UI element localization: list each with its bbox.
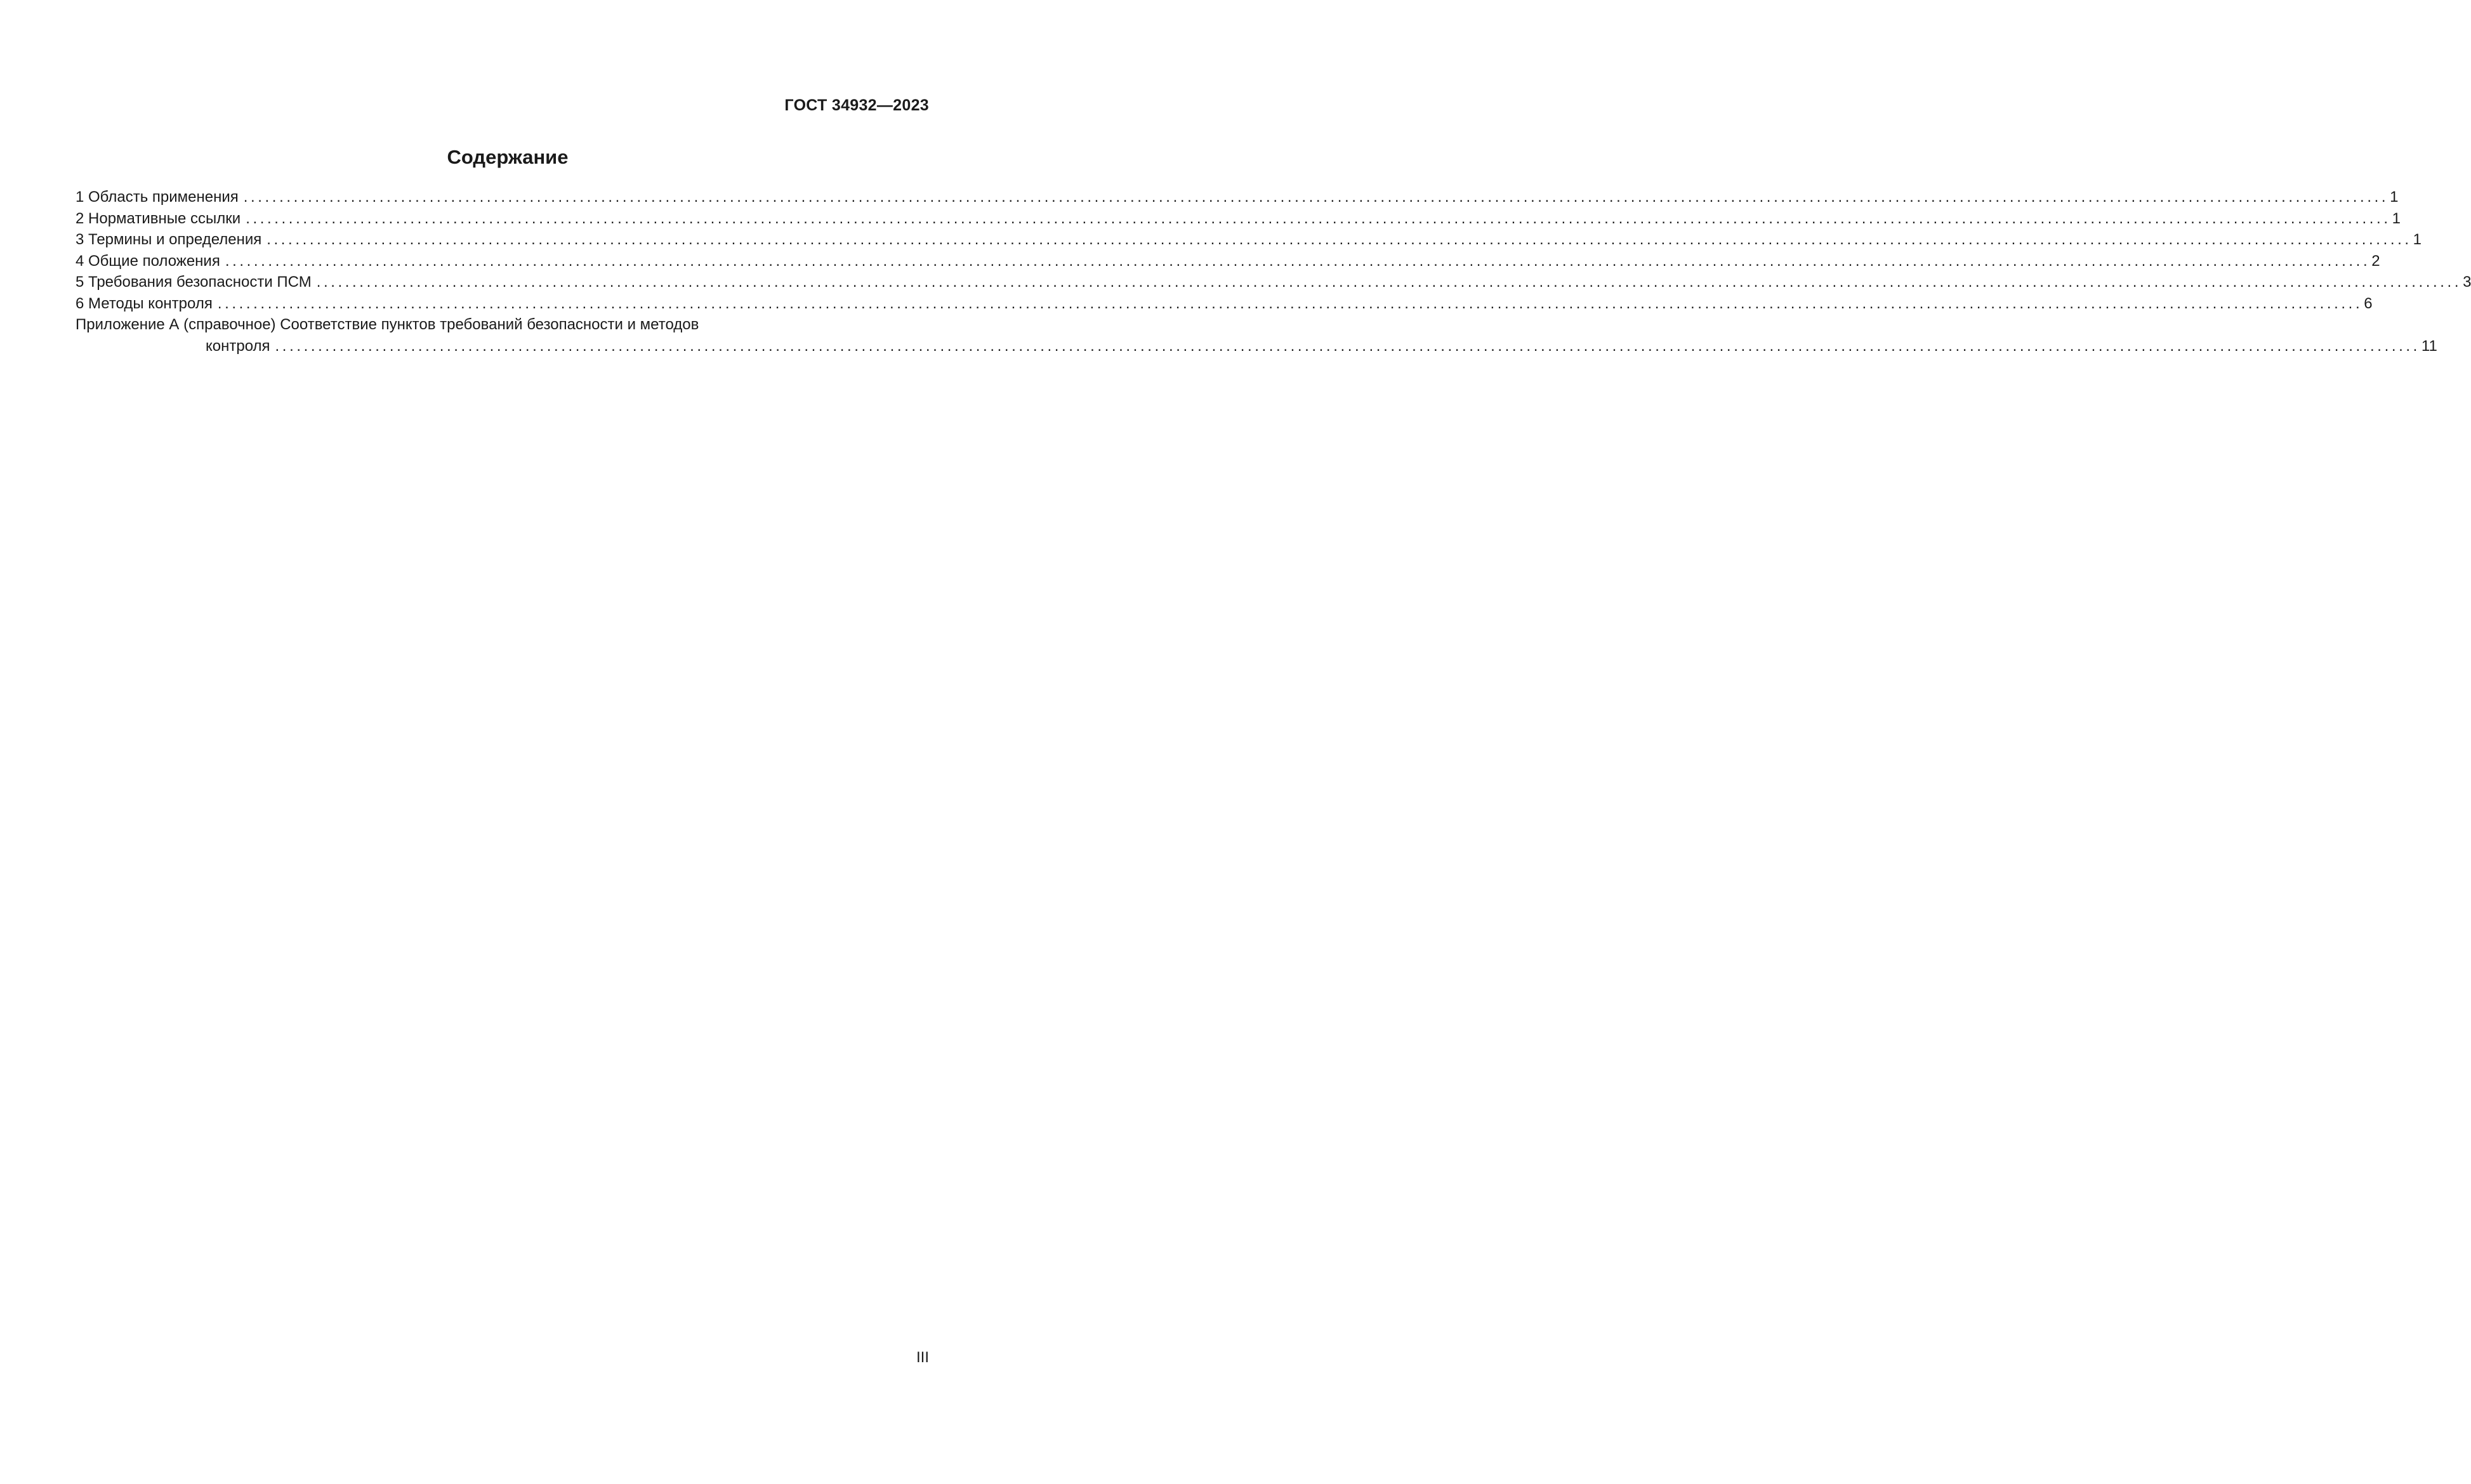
document-code: ГОСТ 34932—2023 [784, 96, 929, 114]
dot-leader: ............................................................................................................................................................................................................................................................................................................ [275, 337, 2420, 355]
toc-entry[interactable] [76, 187, 2399, 208]
toc-entry[interactable] [76, 293, 2373, 315]
toc-entry[interactable] [76, 229, 2422, 251]
toc-entry-label: 6 Методы контроля [76, 294, 213, 312]
dot-leader: ............................................................................................................................................................................................................................................................................................................ [243, 188, 2389, 206]
toc-entry-page: 1 [2413, 231, 2422, 248]
dot-leader: ............................................................................................................................................................................................................................................................................................................ [267, 231, 2412, 248]
dot-leader: ............................................................................................................................................................................................................................................................................................................ [246, 209, 2391, 227]
toc-entry-page: 1 [2392, 209, 2401, 227]
toc-entry-label: Приложение А (справочное) Соответствие пунктов требований безопасности и методов [76, 316, 699, 333]
toc-entry-label: 4 Общие положения [76, 252, 220, 270]
toc-entry-page: 3 [2463, 273, 2471, 291]
toc-title: Содержание [447, 146, 569, 168]
toc-entry[interactable] [76, 208, 2401, 230]
toc-entry-label: 2 Нормативные ссылки [76, 209, 241, 227]
toc-entry-page: 2 [2371, 252, 2380, 270]
toc-entry-appendix[interactable] [76, 314, 2437, 357]
dot-leader: ............................................................................................................................................................................................................................................................................................................ [316, 273, 2462, 291]
toc-entry-page: 1 [2390, 188, 2399, 206]
toc-entry-label: 3 Термины и определения [76, 231, 262, 248]
dot-leader: ............................................................................................................................................................................................................................................................................................................ [225, 252, 2371, 270]
toc-entry-label: 5 Требования безопасности ПСМ [76, 273, 312, 291]
toc-entry-page: 6 [2364, 294, 2373, 312]
toc-entry-label: 1 Область применения [76, 188, 239, 206]
table-of-contents [76, 187, 2471, 357]
toc-entry-page: 11 [2421, 337, 2437, 355]
toc-entry[interactable] [76, 251, 2380, 272]
toc-entry[interactable] [76, 272, 2471, 293]
page-number: III [916, 1349, 929, 1366]
toc-entry-label-continuation: контроля [206, 337, 270, 355]
dot-leader: ............................................................................................................................................................................................................................................................................................................ [217, 294, 2363, 312]
